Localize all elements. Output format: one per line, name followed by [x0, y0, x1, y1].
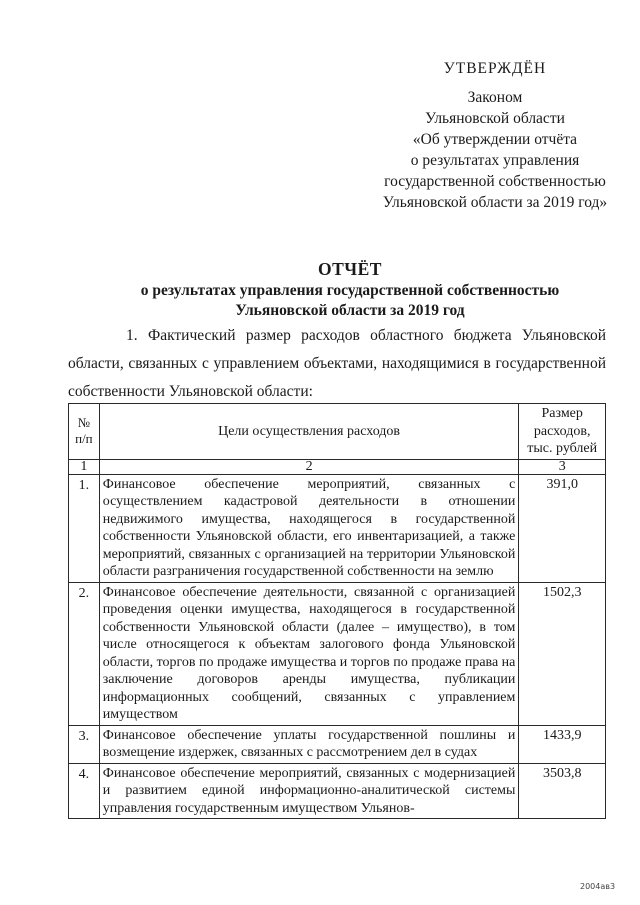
row-goal: Финансовое обеспечение уплаты государственной пошлины и возмещение издержек, связанных с рассмотрением дел в судах — [99, 725, 519, 763]
expenses-table — [68, 403, 606, 819]
approval-line: государственной собственностью — [384, 173, 606, 190]
row-amount: 391,0 — [519, 474, 606, 582]
approval-line: о результатах управления — [410, 152, 580, 169]
approval-line: Ульяновской области за 2019 год» — [382, 194, 608, 211]
row-goal: Финансовое обеспечение мероприятий, связанных с осуществлением кадастровой деятельности в отношении недвижимого имущества, находящегося в государственной собственности Ульяновской области, его инвентаризацией, а также мероприятий, связанных с организацией на территории Ульяновской области разграничения государственной собственности на землю — [99, 474, 519, 582]
header-num: № п/п — [69, 404, 100, 460]
table-header-row — [69, 404, 606, 460]
row-goal: Финансовое обеспечение мероприятий, связанных с модернизацией и развитием единой информационно-аналитической системы управления государственным имуществом Ульянов- — [99, 763, 519, 819]
row-amount: 1502,3 — [519, 582, 606, 725]
approval-line: Ульяновской области — [425, 110, 565, 127]
report-title: ОТЧЁТ — [318, 259, 382, 279]
row-amount: 3503,8 — [519, 763, 606, 819]
row-num: 1. — [69, 474, 100, 582]
row-num: 4. — [69, 763, 100, 819]
approval-line: «Об утверждении отчёта — [412, 131, 578, 148]
index-cell: 1 — [69, 459, 100, 474]
row-num: 2. — [69, 582, 100, 725]
header-amount: Размер расходов, тыс. рублей — [519, 404, 606, 460]
row-num: 3. — [69, 725, 100, 763]
table-row — [69, 582, 606, 725]
report-title-block — [60, 258, 640, 321]
report-subtitle-line1: о результатах управления государственной собственностью — [140, 282, 560, 299]
intro-paragraph — [68, 322, 606, 406]
row-goal: Финансовое обеспечение деятельности, связанной с организацией проведения оценки имущества, находящегося в государственной собственности Ульяновской области (далее – имущество), в том числе относящегося к объектам залогового фонда Ульяновской области, торгов по продаже имущества и торгов по продаже права на заключение договоров аренды имущества, публикации информационных сообщений, связанных с управлением имуществом — [99, 582, 519, 725]
table-index-row — [69, 459, 606, 474]
report-subtitle-line2: Ульяновской области за 2019 год — [235, 302, 465, 319]
table-row — [69, 763, 606, 819]
intro-paragraph-text: 1. Фактический размер расходов областного бюджета Ульяновской области, связанных с управлением объектами, находящимися в государственной собственности Ульяновской области: — [68, 327, 606, 400]
approval-header: УТВЕРЖДЁН — [443, 60, 547, 77]
approval-block — [380, 58, 610, 213]
table-row — [69, 474, 606, 582]
header-goal: Цели осуществления расходов — [99, 404, 519, 460]
document-code: 2004ав3 — [580, 882, 616, 891]
row-amount: 1433,9 — [519, 725, 606, 763]
index-cell: 3 — [519, 459, 606, 474]
approval-line: Законом — [467, 89, 523, 106]
index-cell: 2 — [99, 459, 519, 474]
table-row — [69, 725, 606, 763]
